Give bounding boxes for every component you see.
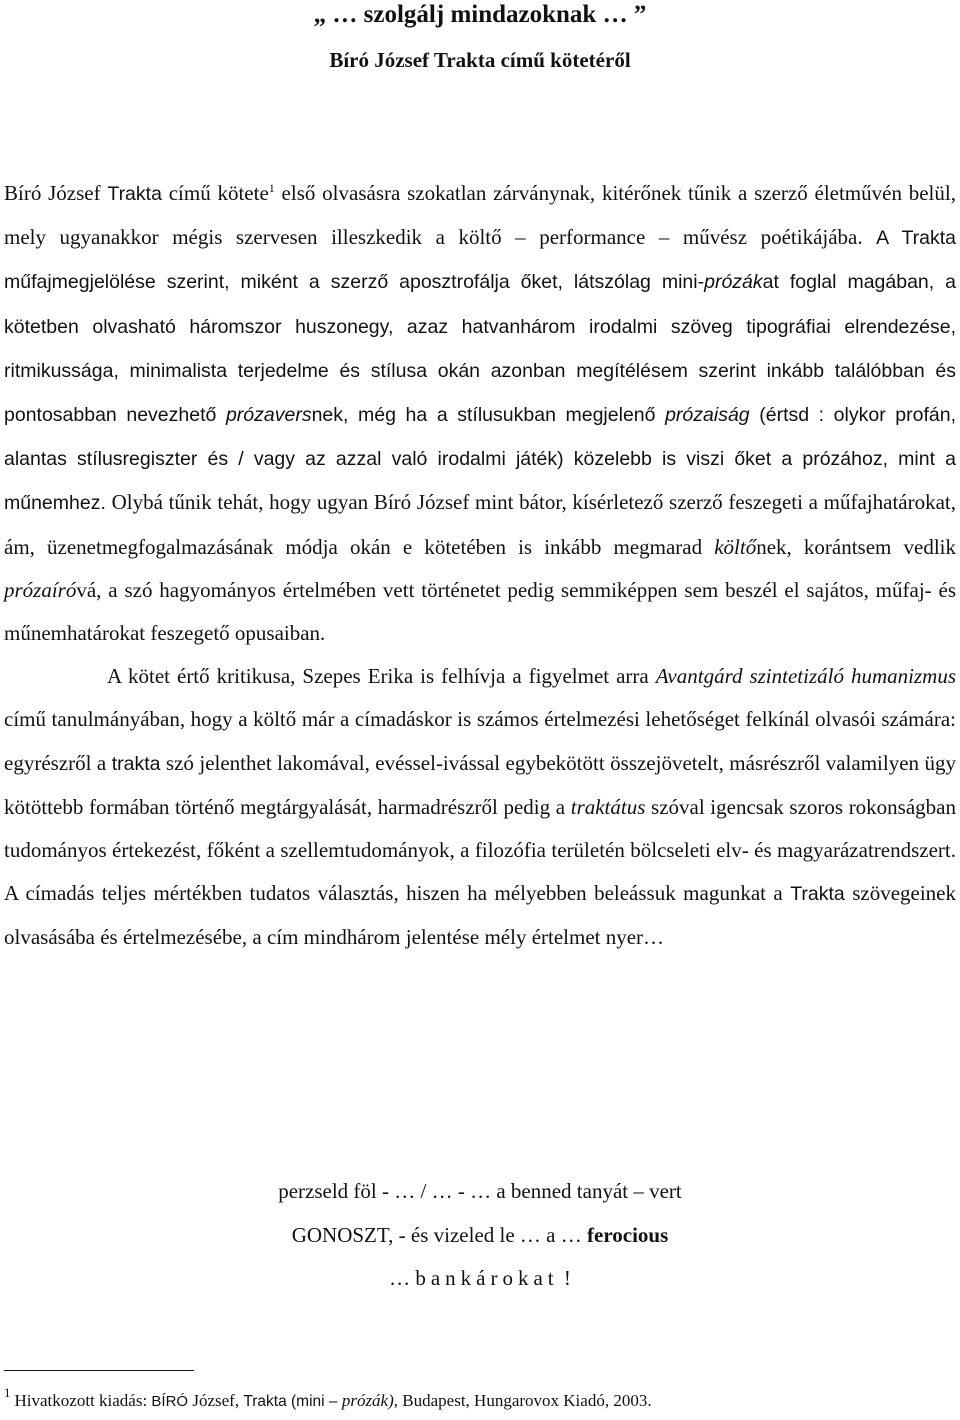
p1-text-6: at foglal magában, a kötetben olvasható háromszor huszonegy, azaz hatvanhárom irodalmi szöveg tipográfiai elrendezése, ritmikussága, minimalista terjedelme és stílusa okán azonban megítélésem szerint inkább találóbban és pontosabban nevezhető (4, 271, 956, 427)
p2-text-1: A kötet értő kritikusa, Szepes Erika is felhívja a figyelmet arra (107, 664, 656, 689)
footnote-text-2: József, (188, 1391, 244, 1410)
poem-line-3-end: ! (558, 1266, 571, 1290)
p2-italic-study-title-cont: humanizmus (843, 664, 956, 689)
p2-text-5: szövegeinek olvasásába és értelmezésébe, a cím mindhárom jelentése mély értelmet nyer… (4, 881, 956, 950)
p1-text-2: című kötete (161, 181, 269, 205)
p1-text-3: első olvasásra szokatlan zárványnak, kitérőnek tűnik a szerző életművén belül, mely ugyanakkor mégis szervesen illeszkedik a költő – performance – művész poétikájába. (4, 181, 956, 250)
p1-text-11: vá, a szó hagyományos értelmében vett történetet pedig semmiképpen sem beszél el sajátos, műfaj- és műnemhatárokat feszegető opusaiban. (4, 577, 956, 646)
footnote-text-1: Hivatkozott kiadás: (14, 1391, 152, 1410)
p2-text-3: szó jelenthet lakomával, evéssel-ivással egybekötött összejövetelt, másrészről valamilyen ügy kötöttebb formában történő megtárgyalását, harmadrészről pedig a (4, 750, 956, 819)
paragraph-1 (4, 172, 956, 655)
p1-italic-prozak: prózák (704, 271, 763, 294)
footnote (4, 1380, 954, 1415)
footnote-divider (4, 1370, 194, 1371)
p2-italic-traktatus: traktátus (570, 794, 646, 819)
p1-italic-kolto: költő (714, 534, 757, 559)
p1-text-8: (értsd : olykor profán, alantas stílusregiszter és / vagy az azzal való irodalmi játék) közelebb is viszi őket a prózához, mint a műnemhez. (4, 404, 956, 515)
p2-text-4: szóval igencsak szoros rokonságban tudományos értekezést, főként a szellemtudományok, a filozófia területén bölcseleti elv- és magyarázatrendszert. A címadás teljes mértékben tudatos választás, hiszen ha mélyebben beleássuk magunkat a (4, 794, 957, 906)
footnote-text-4: , Budapest, Hungarovox Kiadó, 2003. (393, 1391, 652, 1410)
p1-text-5: Trakta műfajmegjelölése szerint, miként a szerző aposztrofálja őket, látszólag mini- (4, 227, 957, 294)
p1-text-10: nek, korántsem vedlik (756, 534, 956, 559)
p1-text-7: nek, még ha a stílusukban megjelenő (311, 404, 666, 427)
footnote-italic-prozak: prózák) (341, 1391, 394, 1410)
poem-line-3 (0, 1257, 960, 1301)
poem-line-2 (0, 1214, 960, 1258)
p2-word-trakta: trakta (111, 752, 161, 775)
p1-book-title: Trakta (107, 183, 162, 205)
poem-quote (0, 1170, 960, 1301)
poem-line-1: perzseld föl - … / … - … a benned tanyát – vert (278, 1179, 682, 1203)
poem-line-2-text: GONOSZT, - és vizeled le … a … (291, 1222, 588, 1247)
page-title: „ … szolgálj mindazoknak … ” (313, 1, 647, 28)
p1-text-9: Olybá tűnik tehát, hogy ugyan Bíró József mint bátor, kísérletező szerző feszegeti a műfajhatárokat, ám, üzenetmegfogalmazásának módja okán e kötetében is inkább megmarad (4, 490, 956, 559)
footnote-text-3: (mini – (286, 1393, 342, 1410)
p1-text-1: Bíró József (4, 181, 108, 205)
p2-book-title: Trakta (790, 883, 845, 906)
footnote-book-title: Trakta (243, 1393, 287, 1410)
footnote-author: BÍRÓ (151, 1393, 189, 1410)
page-subtitle: Bíró József Trakta című kötetéről (329, 48, 631, 72)
poem-line-2-bold: ferocious (587, 1222, 669, 1247)
p1-italic-prozaisag: prózaiság (665, 404, 750, 427)
poem-line-3-ellipsis: … (389, 1266, 416, 1290)
p1-italic-prozavers: prózavers (225, 404, 312, 427)
footnote-number: 1 (4, 1385, 11, 1400)
p2-italic-study-title: Avantgárd szintetizáló (655, 664, 844, 689)
poem-line-3-spaced: bankárokat (415, 1266, 559, 1290)
paragraph-2 (4, 655, 956, 959)
p2-text-2: című tanulmányában, hogy a költő már a címadáskor is számos értelmezési lehetőséget felkínál olvasói számára: egyrészről a (4, 707, 956, 775)
article-body (4, 172, 956, 960)
footnote-reference[interactable]: 1 (268, 181, 275, 195)
p1-italic-prozairo: prózaíró (4, 577, 77, 602)
p1-text-4: A (876, 227, 902, 250)
